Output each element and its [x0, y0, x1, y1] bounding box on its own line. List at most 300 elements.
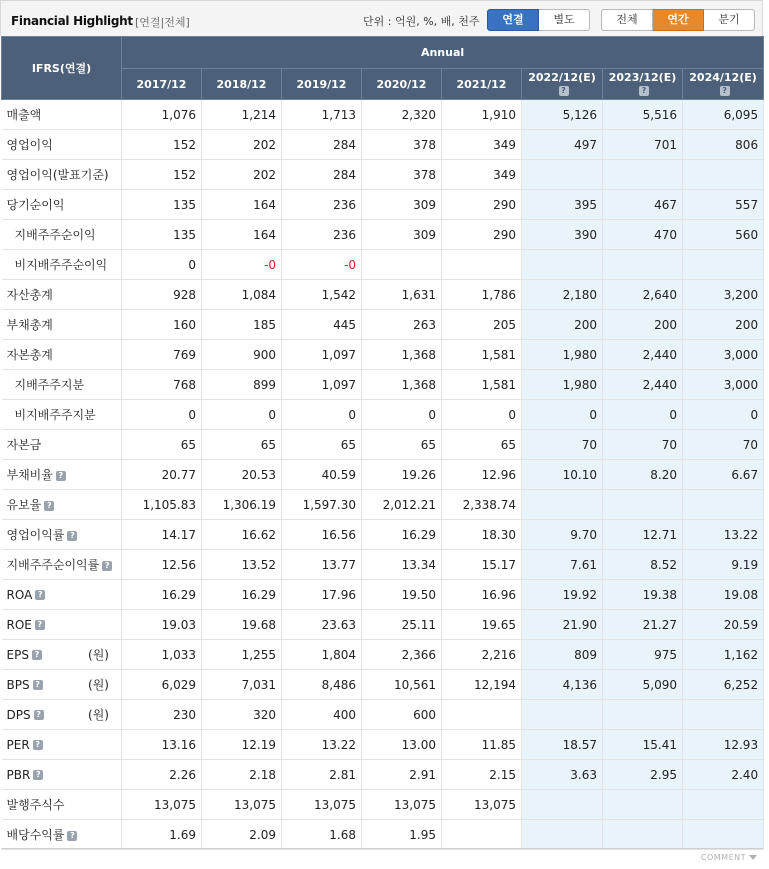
row-label: 지배주주지분 [14, 378, 85, 392]
value-cell: 15.41 [603, 730, 683, 760]
value-cell: 7.61 [522, 550, 603, 580]
value-cell: 8.52 [603, 550, 683, 580]
value-cell: 1,306.19 [202, 490, 282, 520]
value-cell: 160 [122, 310, 202, 340]
value-cell: 3,000 [683, 370, 764, 400]
row-label: 배당수익률 [6, 828, 65, 842]
value-cell: 0 [282, 400, 362, 430]
value-cell: 16.56 [282, 520, 362, 550]
row-label: ROA [6, 587, 33, 602]
table-row [2, 580, 764, 610]
value-cell: 17.96 [282, 580, 362, 610]
table-row [2, 160, 764, 190]
value-cell [683, 160, 764, 190]
value-cell: 400 [282, 700, 362, 730]
year-header [122, 69, 202, 100]
value-cell: 284 [282, 160, 362, 190]
value-cell: 19.08 [683, 580, 764, 610]
row-unit: (원) [88, 648, 109, 662]
value-cell: 70 [522, 430, 603, 460]
value-cell: 701 [603, 130, 683, 160]
value-cell: 185 [202, 310, 282, 340]
row-label: 지배주주순이익 [14, 228, 96, 242]
value-cell: 1,368 [362, 370, 442, 400]
row-unit: (원) [88, 678, 109, 692]
value-cell: 16.29 [122, 580, 202, 610]
value-cell: 0 [603, 400, 683, 430]
row-label-cell [2, 370, 122, 400]
value-cell: 9.19 [683, 550, 764, 580]
value-cell: 1,980 [522, 340, 603, 370]
value-cell [683, 490, 764, 520]
value-cell: 600 [362, 700, 442, 730]
row-label: EPS [6, 647, 29, 662]
row-label: 부채비율 [6, 468, 53, 482]
help-icon[interactable]: ? [102, 561, 112, 571]
value-cell: 13,075 [122, 790, 202, 820]
value-cell: 236 [282, 220, 362, 250]
value-cell: 13.77 [282, 550, 362, 580]
row-label-cell [2, 550, 122, 580]
value-cell: 6,095 [683, 100, 764, 130]
value-cell: 19.26 [362, 460, 442, 490]
widget-title: Financial Highlight [11, 14, 133, 28]
value-cell: 200 [683, 310, 764, 340]
value-cell: 320 [202, 700, 282, 730]
value-cell: 152 [122, 160, 202, 190]
table-row [2, 760, 764, 790]
row-label-cell [2, 580, 122, 610]
row-label: 영업이익률 [6, 528, 65, 542]
value-cell: 11.85 [442, 730, 522, 760]
value-cell: 12.96 [442, 460, 522, 490]
row-label: 부채총계 [6, 318, 53, 332]
help-icon[interactable]: ? [32, 650, 42, 660]
value-cell [442, 700, 522, 730]
value-cell: 1,804 [282, 640, 362, 670]
value-cell: 202 [202, 130, 282, 160]
value-cell: 2.09 [202, 820, 282, 850]
value-cell: 0 [683, 400, 764, 430]
value-cell [603, 790, 683, 820]
value-cell: 309 [362, 190, 442, 220]
value-cell: 1,368 [362, 340, 442, 370]
value-cell: 13,075 [362, 790, 442, 820]
value-cell [603, 490, 683, 520]
value-cell: 560 [683, 220, 764, 250]
scope-separate-button[interactable]: 별도 [539, 9, 590, 31]
value-cell: 0 [122, 250, 202, 280]
value-cell: 1,631 [362, 280, 442, 310]
row-label-cell [2, 130, 122, 160]
row-label-cell [2, 340, 122, 370]
table-row [2, 640, 764, 670]
value-cell: 19.65 [442, 610, 522, 640]
comment-toggle[interactable] [701, 853, 757, 862]
row-label-cell [2, 640, 122, 670]
value-cell: 1,214 [202, 100, 282, 130]
row-label: BPS [6, 677, 30, 692]
value-cell: 3,200 [683, 280, 764, 310]
row-label: DPS [6, 707, 31, 722]
value-cell: 769 [122, 340, 202, 370]
row-label: 자본금 [6, 438, 42, 452]
value-cell: 0 [442, 400, 522, 430]
value-cell: 65 [202, 430, 282, 460]
year-header [603, 69, 683, 100]
help-icon[interactable]: ? [44, 501, 54, 511]
row-label-cell [2, 280, 122, 310]
value-cell: 6.67 [683, 460, 764, 490]
corner-header: IFRS(연결) [2, 37, 122, 100]
value-cell: 0 [122, 400, 202, 430]
value-cell: 12.19 [202, 730, 282, 760]
value-cell: 809 [522, 640, 603, 670]
value-cell: 1,980 [522, 370, 603, 400]
value-cell: 0 [202, 400, 282, 430]
value-cell: 16.29 [202, 580, 282, 610]
row-label-cell [2, 460, 122, 490]
value-cell: 236 [282, 190, 362, 220]
value-cell: 6,252 [683, 670, 764, 700]
row-label: PER [6, 737, 30, 752]
value-cell: 65 [122, 430, 202, 460]
value-cell: 1,162 [683, 640, 764, 670]
table-row [2, 790, 764, 820]
value-cell [603, 160, 683, 190]
value-cell [522, 160, 603, 190]
value-cell: 152 [122, 130, 202, 160]
widget-header [0, 0, 763, 36]
value-cell: 200 [603, 310, 683, 340]
value-cell: 8,486 [282, 670, 362, 700]
value-cell: 467 [603, 190, 683, 220]
value-cell: 497 [522, 130, 603, 160]
value-cell: 7,031 [202, 670, 282, 700]
help-icon[interactable]: ? [67, 531, 77, 541]
year-header [362, 69, 442, 100]
value-cell: 9.70 [522, 520, 603, 550]
help-icon[interactable]: ? [35, 620, 45, 630]
value-cell: 65 [362, 430, 442, 460]
table-row [2, 370, 764, 400]
table-row [2, 100, 764, 130]
row-label-cell [2, 790, 122, 820]
value-cell [603, 250, 683, 280]
value-cell: 16.29 [362, 520, 442, 550]
value-cell [603, 820, 683, 850]
help-icon[interactable]: ? [56, 471, 66, 481]
row-label: 유보율 [6, 498, 42, 512]
value-cell: 13.22 [683, 520, 764, 550]
value-cell: 1,597.30 [282, 490, 362, 520]
help-icon[interactable]: ? [35, 590, 45, 600]
row-label: ROE [6, 617, 32, 632]
value-cell: 135 [122, 190, 202, 220]
help-icon[interactable]: ? [720, 86, 730, 96]
value-cell: 1,581 [442, 370, 522, 400]
value-cell: 5,090 [603, 670, 683, 700]
period-quarter-button[interactable]: 분기 [704, 9, 755, 31]
table-row [2, 340, 764, 370]
value-cell: 2,338.74 [442, 490, 522, 520]
row-label-cell [2, 190, 122, 220]
year-label: 2023/12(E) [608, 71, 677, 84]
value-cell: 2.26 [122, 760, 202, 790]
value-cell: 15.17 [442, 550, 522, 580]
value-cell: 10,561 [362, 670, 442, 700]
value-cell: 6,029 [122, 670, 202, 700]
value-cell: 0 [522, 400, 603, 430]
value-cell: 20.59 [683, 610, 764, 640]
value-cell: 21.90 [522, 610, 603, 640]
value-cell: 975 [603, 640, 683, 670]
year-label: 2024/12(E) [689, 71, 757, 84]
value-cell: 290 [442, 190, 522, 220]
value-cell: 135 [122, 220, 202, 250]
value-cell: 2,216 [442, 640, 522, 670]
value-cell: 205 [442, 310, 522, 340]
value-cell [522, 490, 603, 520]
value-cell: 1.69 [122, 820, 202, 850]
help-icon[interactable]: ? [33, 740, 43, 750]
help-icon[interactable]: ? [33, 680, 43, 690]
value-cell: 1,786 [442, 280, 522, 310]
value-cell: 378 [362, 160, 442, 190]
value-cell: 8.20 [603, 460, 683, 490]
value-cell: 395 [522, 190, 603, 220]
value-cell: 18.57 [522, 730, 603, 760]
row-label-cell [2, 220, 122, 250]
row-label-cell [2, 160, 122, 190]
year-label: 2017/12 [136, 77, 187, 91]
value-cell: 12.93 [683, 730, 764, 760]
value-cell [683, 250, 764, 280]
value-cell: 13.52 [202, 550, 282, 580]
period-toggle [601, 9, 755, 31]
table-row [2, 460, 764, 490]
row-label: 영업이익 [6, 138, 53, 152]
value-cell: 13.16 [122, 730, 202, 760]
widget-subtitle: [연결|전체] [135, 16, 190, 29]
value-cell: 445 [282, 310, 362, 340]
value-cell: 19.03 [122, 610, 202, 640]
value-cell: 164 [202, 220, 282, 250]
table-row [2, 730, 764, 760]
value-cell: 1,097 [282, 340, 362, 370]
value-cell: 12,194 [442, 670, 522, 700]
row-label-cell [2, 730, 122, 760]
value-cell: 13.00 [362, 730, 442, 760]
value-cell: 25.11 [362, 610, 442, 640]
value-cell: 1,084 [202, 280, 282, 310]
row-label: 자산총계 [6, 288, 53, 302]
value-cell [442, 820, 522, 850]
value-cell: 18.30 [442, 520, 522, 550]
row-label: 비지배주주순이익 [14, 258, 108, 272]
value-cell: 5,126 [522, 100, 603, 130]
value-cell: 2,320 [362, 100, 442, 130]
value-cell: 2.91 [362, 760, 442, 790]
value-cell: 19.92 [522, 580, 603, 610]
value-cell: 899 [202, 370, 282, 400]
value-cell: 1,097 [282, 370, 362, 400]
value-cell: 200 [522, 310, 603, 340]
row-label-cell [2, 100, 122, 130]
row-label: 매출액 [6, 108, 42, 122]
table-row [2, 400, 764, 430]
period-annual-button[interactable]: 연간 [653, 9, 704, 31]
table-row [2, 250, 764, 280]
value-cell: 3.63 [522, 760, 603, 790]
value-cell: 70 [683, 430, 764, 460]
value-cell: 1,542 [282, 280, 362, 310]
help-icon[interactable]: ? [34, 710, 44, 720]
row-label: 지배주주순이익률 [6, 558, 100, 572]
value-cell: 40.59 [282, 460, 362, 490]
help-icon[interactable]: ? [33, 770, 43, 780]
value-cell: 0 [362, 400, 442, 430]
value-cell: 16.96 [442, 580, 522, 610]
help-icon[interactable]: ? [639, 86, 649, 96]
table-row [2, 700, 764, 730]
financial-highlight-table [1, 36, 764, 850]
value-cell [362, 250, 442, 280]
row-label-cell [2, 610, 122, 640]
value-cell: 23.63 [282, 610, 362, 640]
help-icon[interactable]: ? [67, 831, 77, 841]
table-row [2, 310, 764, 340]
year-label: 2018/12 [216, 77, 267, 91]
row-label-cell [2, 490, 122, 520]
value-cell: 65 [282, 430, 362, 460]
year-header [522, 69, 603, 100]
value-cell: 164 [202, 190, 282, 220]
value-cell [522, 700, 603, 730]
value-cell: 2.95 [603, 760, 683, 790]
scope-consolidated-button[interactable]: 연결 [487, 9, 539, 31]
year-header [442, 69, 522, 100]
value-cell: 1.95 [362, 820, 442, 850]
table-row [2, 220, 764, 250]
value-cell [683, 700, 764, 730]
table-row [2, 430, 764, 460]
value-cell: 2,440 [603, 370, 683, 400]
year-label: 2019/12 [296, 77, 347, 91]
value-cell: 19.50 [362, 580, 442, 610]
value-cell: 2,640 [603, 280, 683, 310]
value-cell: 928 [122, 280, 202, 310]
year-label: 2022/12(E) [528, 71, 596, 84]
row-label: 자본총계 [6, 348, 53, 362]
value-cell: 2.40 [683, 760, 764, 790]
value-cell: 12.56 [122, 550, 202, 580]
row-label-cell [2, 820, 122, 850]
table-row [2, 670, 764, 700]
value-cell [683, 820, 764, 850]
value-cell: 1,033 [122, 640, 202, 670]
table-row [2, 550, 764, 580]
row-unit: (원) [88, 708, 109, 722]
value-cell: 263 [362, 310, 442, 340]
value-cell: 1.68 [282, 820, 362, 850]
help-icon[interactable]: ? [559, 86, 569, 96]
value-cell [522, 250, 603, 280]
value-cell: 20.77 [122, 460, 202, 490]
value-cell: 3,000 [683, 340, 764, 370]
row-label-cell [2, 700, 122, 730]
value-cell: 378 [362, 130, 442, 160]
scope-toggle [487, 9, 590, 31]
value-cell [522, 820, 603, 850]
row-label: 당기순이익 [6, 198, 65, 212]
value-cell: 1,105.83 [122, 490, 202, 520]
value-cell: 470 [603, 220, 683, 250]
value-cell: 806 [683, 130, 764, 160]
value-cell: 19.68 [202, 610, 282, 640]
value-cell: 230 [122, 700, 202, 730]
value-cell: 768 [122, 370, 202, 400]
value-cell: 13.22 [282, 730, 362, 760]
value-cell: 19.38 [603, 580, 683, 610]
value-cell: 390 [522, 220, 603, 250]
row-label-cell [2, 760, 122, 790]
value-cell: 2,180 [522, 280, 603, 310]
value-cell [603, 700, 683, 730]
value-cell: 4,136 [522, 670, 603, 700]
table-row [2, 490, 764, 520]
value-cell: 284 [282, 130, 362, 160]
value-cell: 13.34 [362, 550, 442, 580]
value-cell: 14.17 [122, 520, 202, 550]
row-label-cell [2, 520, 122, 550]
value-cell [522, 790, 603, 820]
year-label: 2020/12 [376, 77, 427, 91]
value-cell [683, 790, 764, 820]
row-label-cell [2, 400, 122, 430]
value-cell: -0 [282, 250, 362, 280]
table-row [2, 280, 764, 310]
table-row [2, 610, 764, 640]
year-header [202, 69, 282, 100]
value-cell: 20.53 [202, 460, 282, 490]
value-cell: 2,012.21 [362, 490, 442, 520]
unit-label: 단위 : 억원, %, 배, 천주 [363, 15, 480, 28]
value-cell: 1,581 [442, 340, 522, 370]
table-row [2, 130, 764, 160]
value-cell: -0 [202, 250, 282, 280]
value-cell: 2,440 [603, 340, 683, 370]
value-cell: 2.81 [282, 760, 362, 790]
table-row [2, 520, 764, 550]
value-cell: 1,910 [442, 100, 522, 130]
value-cell: 1,076 [122, 100, 202, 130]
value-cell: 13,075 [442, 790, 522, 820]
value-cell: 13,075 [282, 790, 362, 820]
value-cell: 2.15 [442, 760, 522, 790]
row-label-cell [2, 310, 122, 340]
comment-label: COMMENT [700, 853, 746, 862]
year-label: 2021/12 [456, 77, 507, 91]
value-cell: 309 [362, 220, 442, 250]
row-label-cell [2, 250, 122, 280]
value-cell: 13,075 [202, 790, 282, 820]
row-label: PBR [6, 767, 31, 782]
period-all-button[interactable]: 전체 [601, 9, 653, 31]
value-cell: 12.71 [603, 520, 683, 550]
year-header [282, 69, 362, 100]
value-cell: 349 [442, 130, 522, 160]
